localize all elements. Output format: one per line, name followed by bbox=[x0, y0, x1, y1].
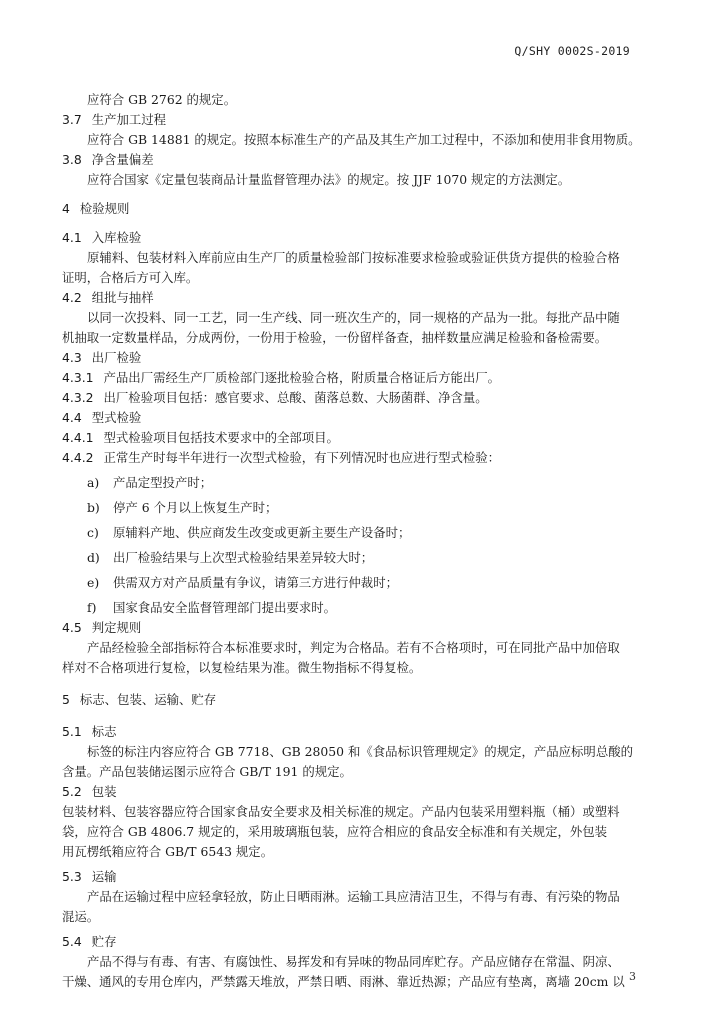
document-code: Q/SHY 0002S-2019 bbox=[514, 44, 630, 58]
page-number: 3 bbox=[629, 970, 636, 983]
section-number: 4.5 bbox=[62, 620, 82, 635]
section-heading-4-4 bbox=[62, 408, 640, 428]
paragraph: 产品经检验全部指标符合本标准要求时，判定为合格品。若有不合格项时，可在同批产品中加倍取 bbox=[87, 640, 620, 655]
section-title: 组批与抽样 bbox=[91, 290, 154, 305]
section-title: 出厂检验 bbox=[91, 350, 142, 365]
section-heading-5 bbox=[62, 690, 640, 710]
clause-text: 正常生产时每半年进行一次型式检验，有下列情况时也应进行型式检验： bbox=[103, 450, 501, 465]
clause-4-3-2 bbox=[62, 388, 640, 408]
section-heading-5-4 bbox=[62, 932, 640, 952]
section-number: 4.4 bbox=[62, 410, 82, 425]
list-text: 出厂检验结果与上次型式检验结果差异较大时； bbox=[113, 550, 374, 565]
section-title: 判定规则 bbox=[91, 620, 142, 635]
clause-4-3-1 bbox=[62, 368, 640, 388]
list-marker: a) bbox=[87, 475, 100, 490]
section-number: 5.1 bbox=[62, 724, 82, 739]
section-number: 4.1 bbox=[62, 230, 82, 245]
paragraph: 产品不得与有毒、有害、有腐蚀性、易挥发和有异味的物品同库贮存。产品应储存在常温、阴凉、 bbox=[87, 954, 620, 969]
paragraph: 标签的标注内容应符合 GB 7718、GB 28050 和《食品标识管理规定》的规定，产品应标明总酸的 bbox=[87, 744, 633, 759]
section-title: 净含量偏差 bbox=[91, 152, 154, 167]
section-number: 4.2 bbox=[62, 290, 82, 305]
list-text: 原辅料产地、供应商发生改变或更新主要生产设备时； bbox=[113, 525, 411, 540]
section-heading-4 bbox=[62, 199, 640, 219]
paragraph: 证明，合格后方可入库。 bbox=[62, 270, 199, 285]
section-heading-5-2 bbox=[62, 782, 640, 802]
list-marker: d) bbox=[87, 550, 100, 565]
section-heading-4-2 bbox=[62, 288, 640, 308]
section-heading-5-3 bbox=[62, 867, 640, 887]
list-marker: e) bbox=[87, 575, 100, 590]
paragraph: 干燥、通风的专用仓库内，严禁露天堆放，严禁日晒、雨淋、靠近热源；产品应有垫离，离墙 20cm 以 bbox=[62, 974, 625, 989]
section-heading-4-3 bbox=[62, 348, 640, 368]
paragraph: 用瓦楞纸箱应符合 GB/T 6543 规定。 bbox=[62, 844, 274, 859]
clause-number: 4.3.2 bbox=[62, 390, 94, 405]
section-heading-3-8 bbox=[62, 150, 640, 170]
paragraph: 以同一次投料、同一工艺，同一生产线、同一班次生产的，同一规格的产品为一批。每批产品中随 bbox=[87, 310, 620, 325]
list-item bbox=[62, 473, 640, 493]
list-text: 产品定型投产时； bbox=[113, 475, 213, 490]
section-number: 5.3 bbox=[62, 869, 82, 884]
list-item bbox=[62, 598, 640, 618]
section-number: 3.7 bbox=[62, 112, 82, 127]
paragraph: 应符合 GB 14881 的规定。按照本标准生产的产品及其生产加工过程中，不添加和使用非食用物质。 bbox=[87, 132, 641, 147]
section-number: 5 bbox=[62, 692, 70, 707]
clause-text: 型式检验项目包括技术要求中的全部项目。 bbox=[103, 430, 339, 445]
list-text: 国家食品安全监督管理部门提出要求时。 bbox=[113, 600, 337, 615]
list-item bbox=[62, 573, 640, 593]
paragraph: 包装材料、包装容器应符合国家食品安全要求及相关标准的规定。产品内包装采用塑料瓶（桶）或塑料 bbox=[62, 804, 620, 819]
paragraph: 含量。产品包装储运图示应符合 GB/T 191 的规定。 bbox=[62, 764, 352, 779]
paragraph: 产品在运输过程中应轻拿轻放，防止日晒雨淋。运输工具应清洁卫生，不得与有毒、有污染的物品 bbox=[87, 889, 620, 904]
section-heading-5-1 bbox=[62, 722, 640, 742]
paragraph: 混运。 bbox=[62, 909, 100, 924]
section-title: 型式检验 bbox=[91, 410, 142, 425]
section-title: 标志、包装、运输、贮存 bbox=[79, 692, 217, 707]
section-number: 4.3 bbox=[62, 350, 82, 365]
section-heading-3-7 bbox=[62, 110, 640, 130]
section-number: 5.4 bbox=[62, 934, 82, 949]
clause-number: 4.3.1 bbox=[62, 370, 94, 385]
list-marker: f) bbox=[87, 600, 97, 615]
list-marker: b) bbox=[87, 500, 100, 515]
section-number: 4 bbox=[62, 201, 70, 216]
list-text: 停产 6 个月以上恢复生产时； bbox=[113, 500, 278, 515]
paragraph: 原辅料、包装材料入库前应由生产厂的质量检验部门按标准要求检验或验证供货方提供的检验合格 bbox=[87, 250, 620, 265]
paragraph: 机抽取一定数量样品，分成两份，一份用于检验，一份留样备查，抽样数量应满足检验和备检需要。 bbox=[62, 330, 608, 345]
section-title: 入库检验 bbox=[91, 230, 142, 245]
list-text: 供需双方对产品质量有争议，请第三方进行仲裁时； bbox=[113, 575, 398, 590]
section-title: 贮存 bbox=[91, 934, 117, 949]
paragraph: 样对不合格项进行复检，以复检结果为准。微生物指标不得复检。 bbox=[62, 660, 422, 675]
paragraph: 袋，应符合 GB 4806.7 规定的，采用玻璃瓶包装，应符合相应的食品安全标准和有关规定，外包装 bbox=[62, 824, 608, 839]
paragraph: 应符合国家《定量包装商品计量监督管理办法》的规定。按 JJF 1070 规定的方法测定。 bbox=[87, 172, 571, 187]
clause-4-4-2 bbox=[62, 448, 640, 468]
list-item bbox=[62, 548, 640, 568]
clause-text: 出厂检验项目包括：感官要求、总酸、菌落总数、大肠菌群、净含量。 bbox=[103, 390, 488, 405]
list-item bbox=[62, 498, 640, 518]
section-title: 包装 bbox=[91, 784, 117, 799]
paragraph: 应符合 GB 2762 的规定。 bbox=[87, 92, 237, 107]
clause-number: 4.4.2 bbox=[62, 450, 94, 465]
section-number: 3.8 bbox=[62, 152, 82, 167]
section-title: 检验规则 bbox=[79, 201, 130, 216]
section-title: 运输 bbox=[91, 869, 117, 884]
section-number: 5.2 bbox=[62, 784, 82, 799]
section-title: 标志 bbox=[91, 724, 117, 739]
document-body bbox=[62, 90, 640, 992]
clause-text: 产品出厂需经生产厂质检部门逐批检验合格，附质量合格证后方能出厂。 bbox=[103, 370, 501, 385]
list-marker: c) bbox=[87, 525, 99, 540]
section-heading-4-5 bbox=[62, 618, 640, 638]
section-title: 生产加工过程 bbox=[91, 112, 167, 127]
list-item bbox=[62, 523, 640, 543]
clause-4-4-1 bbox=[62, 428, 640, 448]
clause-number: 4.4.1 bbox=[62, 430, 94, 445]
section-heading-4-1 bbox=[62, 228, 640, 248]
